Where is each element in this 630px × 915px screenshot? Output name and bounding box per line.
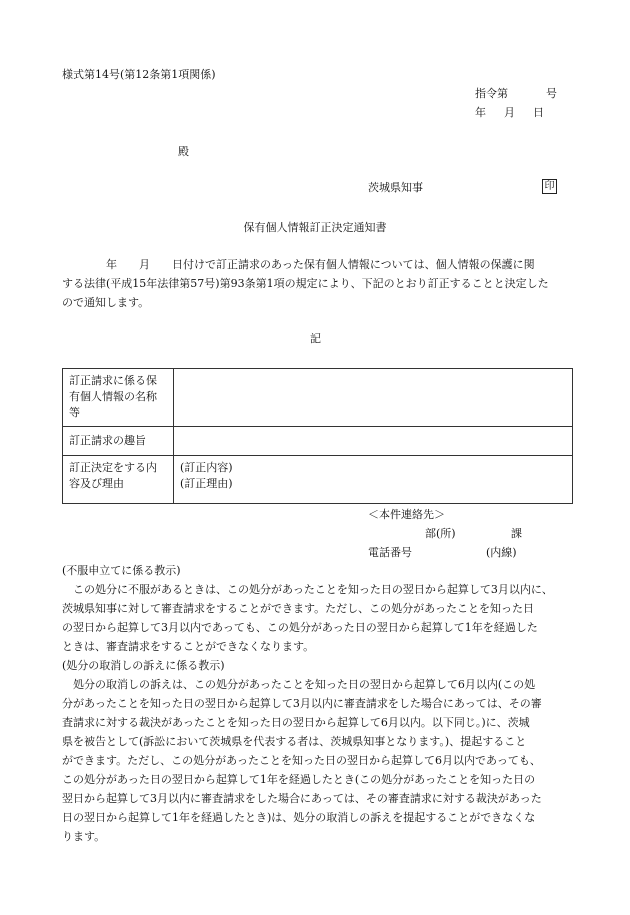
form-number: 様式第14号(第12条第1項関係): [62, 68, 216, 81]
objection-line: ときは、審査請求をすることができなくなります。: [62, 640, 315, 653]
official-seal-mark: 印: [542, 179, 557, 194]
intro-line: ので通知します。: [62, 296, 150, 309]
revocation-line: ができます。ただし、この処分があったことを知った日の翌日から起算して6月以内であっても、: [62, 754, 541, 767]
revocation-line: 分があったことを知った日の翌日から起算して3月以内に審査請求をした場合にあっては、その審: [62, 697, 542, 710]
ki-heading: 記: [310, 332, 321, 345]
intro-line: する法律(平成15年法律第57号)第93条第1項の規定により、下記のとおり訂正することと決定した: [62, 277, 549, 290]
objection-line: この処分に不服があるときは、この処分があったことを知った日の翌日から起算して3月以内に、: [73, 583, 553, 596]
date-day: 日: [533, 106, 544, 119]
revocation-line: 県を被告として(訴訟において茨城県を代表する者は、茨城県知事となります。)、提起すること: [62, 735, 527, 748]
directive-suffix: 号: [546, 87, 557, 100]
objection-line: 茨城県知事に対して審査請求をすることができます。ただし、この処分があったことを知った日: [62, 602, 535, 615]
date-month: 月: [504, 106, 515, 119]
issuer-name: 茨城県知事: [368, 181, 423, 194]
directive-number: [475, 88, 557, 99]
objection-section: [62, 561, 573, 656]
row-label: 訂正決定をする内容及び理由: [63, 456, 174, 504]
row-label: 訂正請求に係る保有個人情報の名称等: [63, 369, 174, 427]
objection-line: の翌日から起算して3月以内であっても、この処分があった日の翌日から起算して1年を経過した: [62, 621, 538, 634]
revocation-line: 査請求に対する裁決があったことを知った日の翌日から起算して6月以内。以下同じ。)に、茨城: [62, 716, 530, 729]
revocation-line: ります。: [62, 830, 106, 843]
row-value: [174, 369, 573, 427]
contact-section: 課: [511, 527, 522, 540]
table-row: [63, 427, 573, 456]
revocation-line: 翌日から起算して3月以内に審査請求をした場合にあっては、その審査請求に対する裁決があった: [62, 792, 542, 805]
row-value: [174, 427, 573, 456]
table-row: [63, 456, 573, 504]
revocation-heading: (処分の取消しの訴えに係る教示): [62, 659, 225, 672]
intro-line: 年 月 日付けで訂正請求のあった保有個人情報については、個人情報の保護に関: [106, 258, 535, 271]
row-value: [174, 456, 573, 504]
revocation-section: [62, 656, 573, 846]
correction-content-label: (訂正内容): [180, 461, 233, 474]
document-title: 保有個人情報訂正決定通知書: [243, 221, 387, 234]
correction-reason-label: (訂正理由): [180, 477, 233, 490]
correction-details-table: [62, 368, 573, 504]
addressee-suffix: 殿: [178, 145, 189, 158]
date-line: [475, 107, 544, 118]
date-year: 年: [475, 106, 486, 119]
contact-extension: (内線): [486, 546, 517, 559]
contact-department: 部(所): [425, 527, 456, 540]
objection-heading: (不服申立てに係る教示): [62, 564, 181, 577]
contact-phone-label: 電話番号: [368, 546, 412, 559]
table-row: [63, 369, 573, 427]
intro-paragraph: [62, 255, 573, 312]
revocation-line: 日の翌日から起算して1年を経過したとき)は、処分の取消しの訴えを提起することができなくな: [62, 811, 536, 824]
revocation-line: 処分の取消しの訴えは、この処分があったことを知った日の翌日から起算して6月以内(この処: [73, 678, 536, 691]
directive-prefix: 指令第: [475, 87, 508, 100]
revocation-line: この処分があった日の翌日から起算して1年を経過したとき(この処分があったことを知った日の: [62, 773, 536, 786]
row-label: 訂正請求の趣旨: [63, 427, 174, 456]
contact-heading: ＜本件連絡先＞: [368, 508, 445, 521]
